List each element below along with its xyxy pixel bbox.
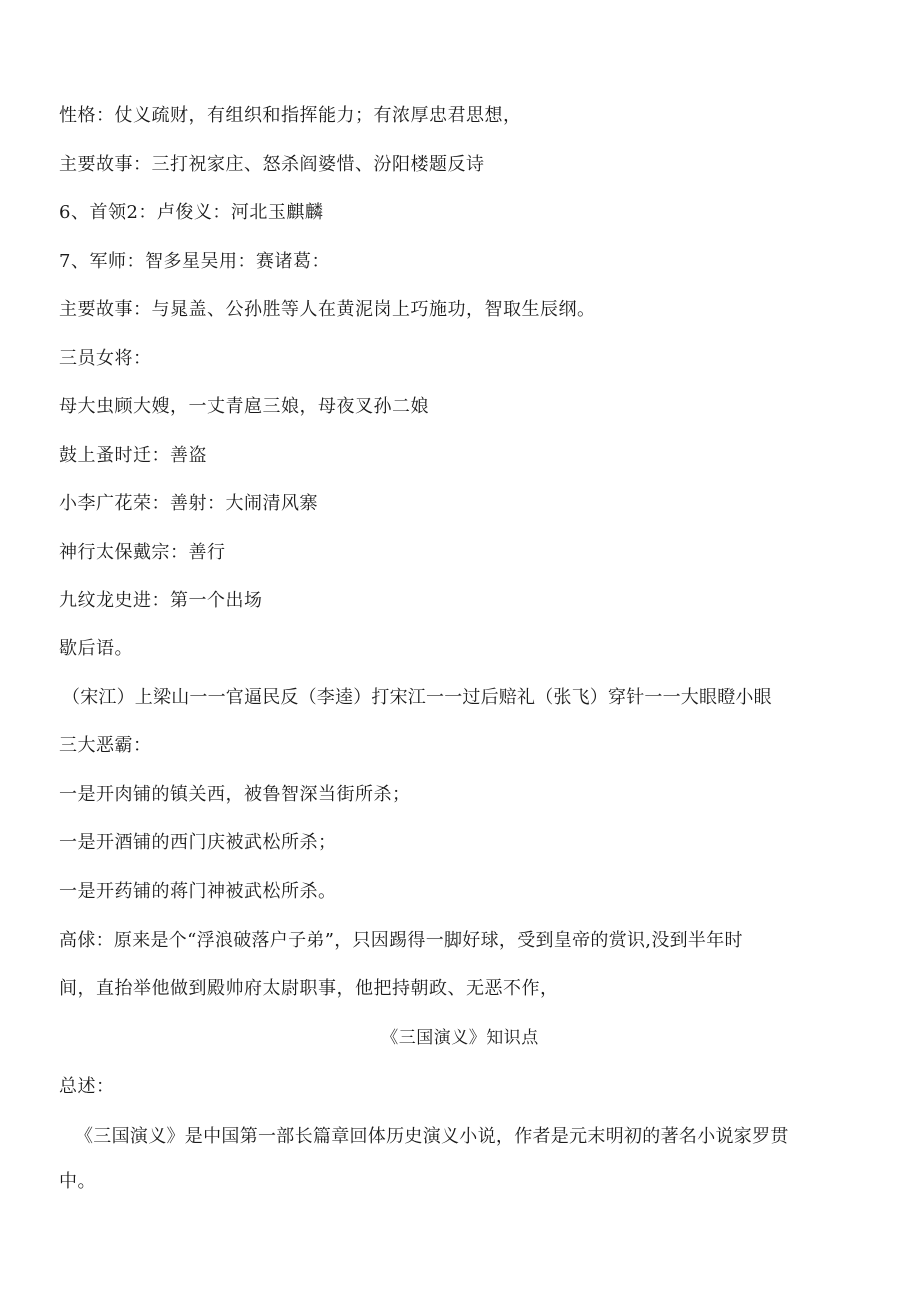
text-line-villain-3: 一是开药铺的蒋门神被武松所杀。 (59, 881, 337, 902)
text-line-shi-qian: 鼓上蚤时迁：善盗 (59, 445, 207, 466)
text-line-strategist: 7、军师：智多星吴用：赛诸葛： (59, 251, 330, 272)
text-line-three-villains-heading: 三大恶霸： (59, 735, 152, 756)
text-line-hua-rong: 小李广花荣：善射：大闹清风寨 (59, 493, 318, 514)
text-line-female-generals-heading: 三员女将： (59, 348, 152, 369)
text-line-xiehouyu-heading: 歇后语。 (59, 638, 133, 659)
section-title: 《三国演义》知识点 (381, 1028, 539, 1048)
text-line-villain-2: 一是开酒铺的西门庆被武松所杀； (59, 832, 337, 853)
text-line-leader-2: 6、首领2：卢俊义：河北玉麒麟 (59, 202, 324, 223)
text-line-overview-cont: 中。 (59, 1171, 96, 1192)
text-line-villain-1: 一是开肉铺的镇关西，被鲁智深当街所杀； (59, 784, 411, 805)
text-line-main-stories: 主要故事：三打祝家庄、怒杀阎婆惜、汾阳楼题反诗 (59, 154, 485, 175)
text-line-character: 性格：仗义疏财，有组织和指挥能力；有浓厚忠君思想， (59, 105, 522, 126)
text-line-gao-qiu-cont: 间，直抬举他做到殿帅府太尉职事，他把持朝政、无恶不作， (59, 978, 559, 999)
text-line-dai-zong: 神行太保戴宗：善行 (59, 542, 226, 563)
text-line-overview: 《三国演义》是中国第一部长篇章回体历史演义小说，作者是元末明初的著名小说家罗贯 (75, 1126, 789, 1147)
text-line-female-generals: 母大虫顾大嫂，一丈青扈三娘，母夜叉孙二娘 (59, 396, 429, 417)
text-line-overview-heading: 总述： (59, 1076, 115, 1097)
text-line-gao-qiu: 高俅：原来是个“浮浪破落户子弟”，只因踢得一脚好球，受到皇帝的赏识,没到半年时 (59, 930, 743, 951)
text-line-xiehouyu: （宋江）上梁山一一官逼民反（李逵）打宋江一一过后赔礼（张飞）穿针一一大眼瞪小眼 (62, 687, 772, 708)
text-line-shi-jin: 九纹龙史进：第一个出场 (59, 590, 263, 611)
text-line-strategist-story: 主要故事：与晁盖、公孙胜等人在黄泥岗上巧施功，智取生辰纲。 (59, 299, 596, 320)
